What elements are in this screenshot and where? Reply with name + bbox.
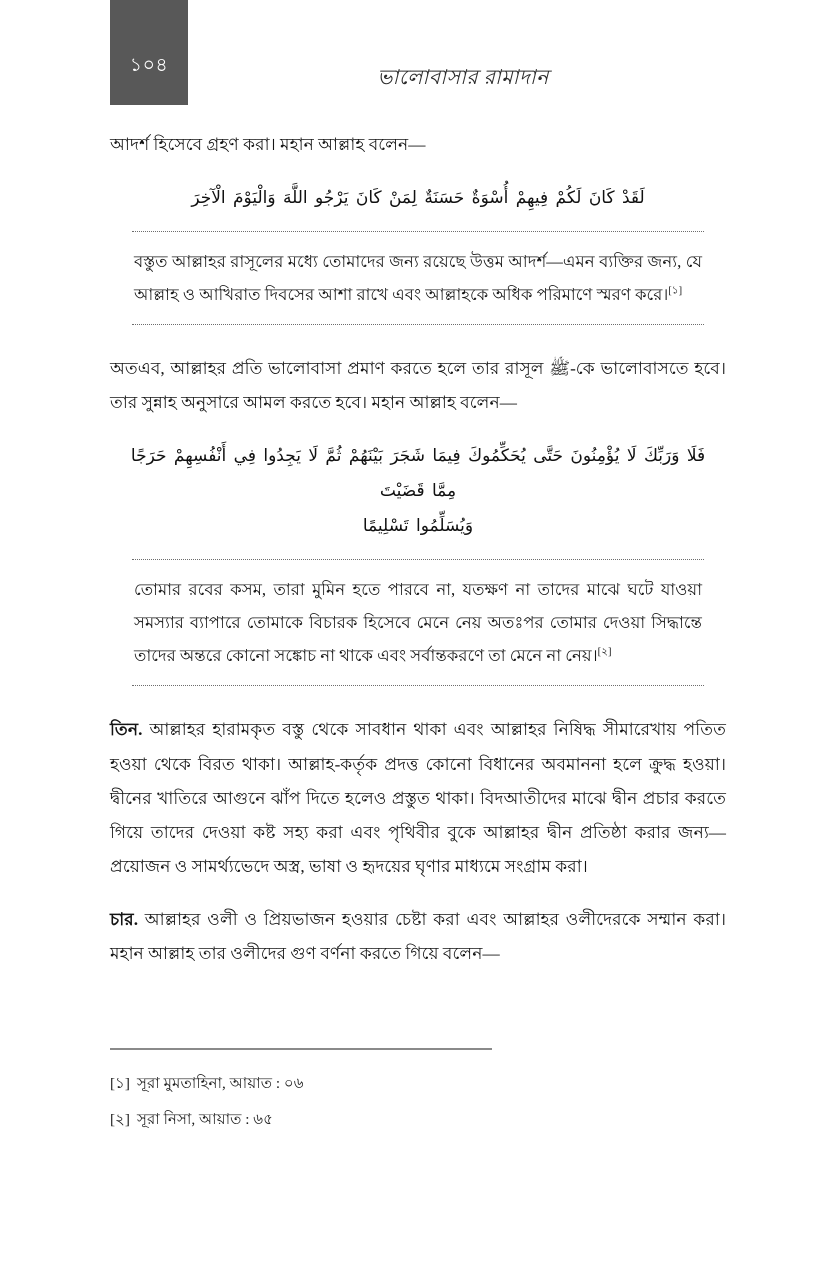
footnote-area bbox=[110, 1048, 726, 1143]
bridge-paragraph: অতএব, আল্লাহর প্রতি ভালোবাসা প্রমাণ করতে হলে তার রাসূল ﷺ-কে ভালোবাসতে হবে। তার সুন্নাহ অনুসারে আমল করতে হবে। মহান আল্লাহ বলেন— bbox=[110, 359, 726, 413]
translation-line: এবং সর্বান্তকরণে তা মেনে না নেয়। bbox=[377, 646, 598, 666]
footnote-separator bbox=[110, 1048, 492, 1050]
point-three-number: তিন. bbox=[110, 720, 143, 740]
ayah-two-arabic bbox=[110, 429, 726, 550]
running-head: ভালোবাসার রামাদান bbox=[377, 67, 549, 89]
point-three-text: আল্লাহর হারামকৃত বস্তু থেকে সাবধান থাকা এবং আল্লাহর নিষিদ্ধ সীমারেখায় পতিত হওয়া থেকে বিরত থাকা। আল্লাহ-কর্তৃক প্রদত্ত কোনো বিধানের অবমাননা হলে ক্রুদ্ধ হওয়া। দ্বীনের খাতিরে আগুনে ঝাঁপ দিতে হলেও প্রস্তুত থাকা। বিদআতীদের মাঝে দ্বীন প্রচার করতে গিয়ে তাদের দেওয়া কষ্ট সহ্য করা এবং পৃথিবীর বুকে আল্লাহর দ্বীন প্রতিষ্ঠা করার জন্য—প্রয়োজন ও সামর্থ্যভেদে অস্ত্র, ভাষা ও হৃদয়ের ঘৃণার মাধ্যমে সংগ্রাম করা। bbox=[110, 720, 726, 876]
translation-line: বস্তুত আল্লাহর রাসূলের মধ্যে তোমাদের জন্য রয়েছে উত্তম আদর্শ—এমন bbox=[134, 251, 595, 271]
footnote-reference[interactable]: [১] bbox=[668, 285, 683, 297]
translation-line: মাঝে ঘটে যাওয়া সমস্যার ব্যাপারে তোমাকে বিচারক হিসেবে মেনে নেয় bbox=[134, 579, 703, 633]
translation-line: তোমার রবের কসম, তারা মুমিন হতে পারবে না, যতক্ষণ না তাদের bbox=[134, 579, 580, 599]
ayah-two-arabic-line-2: وَيُسَلِّمُوا تَسْلِيمًا bbox=[362, 516, 474, 537]
translation-body bbox=[134, 573, 702, 673]
ayah-two-translation bbox=[132, 559, 704, 687]
spacer bbox=[110, 162, 726, 171]
page-number-box bbox=[110, 0, 188, 105]
footnote-text: সূরা মুমতাহিনা, আয়াত : ০৬ bbox=[136, 1075, 304, 1092]
footnote-marker: [২] bbox=[110, 1110, 130, 1128]
ayah-one-arabic: لَقَدْ كَانَ لَكُمْ فِيهِمْ أُسْوَةٌ حَسَنَةٌ لِمَنْ كَانَ يَرْجُو اللَّهَ وَالْيَوْمَ الْآخِرَ bbox=[191, 188, 645, 209]
ayah-one-translation bbox=[132, 231, 704, 325]
page-number: ১০৪ bbox=[129, 55, 169, 76]
spacer bbox=[110, 686, 726, 713]
point-four-text: আল্লাহর ওলী ও প্রিয়ভাজন হওয়ার চেষ্টা করা এবং আল্লাহর ওলীদেরকে সম্মান করা। মহান আল্লাহ তার ওলীদের গুণ বর্ণনা করতে গিয়ে বলেন— bbox=[110, 909, 727, 963]
spacer bbox=[110, 420, 726, 429]
page-content bbox=[110, 128, 726, 971]
footnote-item bbox=[110, 1108, 726, 1132]
ayah-two-arabic-line-1: فَلَا وَرَبِّكَ لَا يُؤْمِنُونَ حَتَّى يُحَكِّمُوكَ فِيمَا شَجَرَ بَيْنَهُمْ ثُمَّ لَا يَجِدُوا فِي أَنْفُسِهِمْ حَرَجًا مِمَّا قَضَيْتَ bbox=[130, 446, 706, 502]
translation-body bbox=[134, 245, 702, 311]
footnote-item bbox=[110, 1072, 726, 1096]
spacer bbox=[110, 884, 726, 903]
lead-paragraph: আদর্শ হিসেবে গ্রহণ করা। মহান আল্লাহ বলেন— bbox=[110, 135, 426, 154]
translation-line: অতঃপর তোমার দেওয়া সিদ্ধান্তে তাদের অন্তরে কোনো সঙ্কোচ না থাকে bbox=[134, 613, 702, 666]
translation-line: ব্যক্তির জন্য, যে আল্লাহ ও আখিরাত দিবসের আশা রাখে এবং আল্লাহকে bbox=[134, 251, 702, 305]
point-three-paragraph bbox=[110, 713, 726, 883]
footnote-reference[interactable]: [২] bbox=[597, 646, 612, 658]
spacer bbox=[110, 325, 726, 352]
point-four-number: চার. bbox=[110, 909, 139, 929]
translation-line: অধিক পরিমাণে স্মরণ করে। bbox=[492, 285, 669, 305]
point-four-paragraph bbox=[110, 903, 726, 971]
footnote-text: সূরা নিসা, আয়াত : ৬৫ bbox=[137, 1110, 274, 1128]
footnote-marker: [১] bbox=[110, 1075, 130, 1092]
